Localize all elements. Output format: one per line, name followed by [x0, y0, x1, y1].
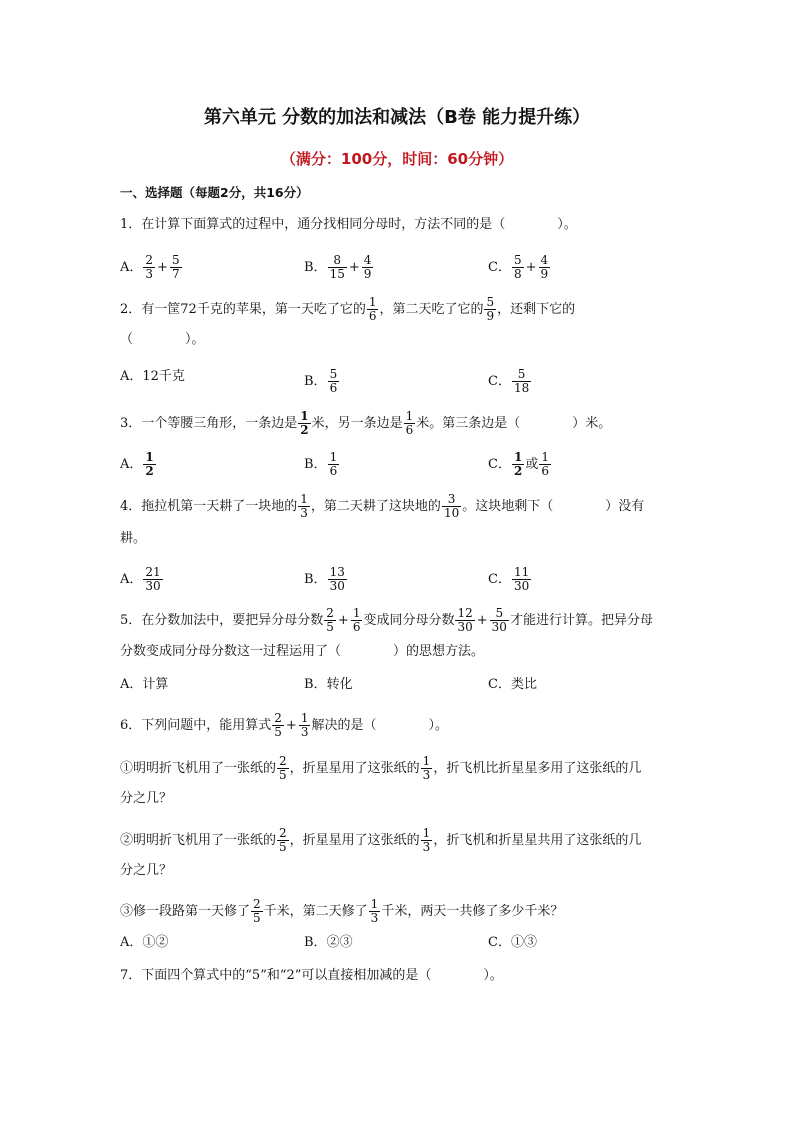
q2-option-c[interactable]	[488, 368, 532, 395]
numerator: 5	[171, 253, 180, 267]
stem-text: ，折星星用了这张纸的	[289, 761, 420, 776]
denominator: 15	[329, 267, 345, 281]
fraction	[421, 827, 433, 854]
option-label: A．	[120, 677, 143, 692]
fraction	[367, 296, 379, 323]
fraction	[351, 607, 363, 634]
numerator: 1	[513, 450, 523, 464]
option-text: 计算	[142, 677, 169, 692]
plus-sign: +	[476, 613, 488, 628]
q5-option-a[interactable]	[120, 676, 168, 694]
stem-text: ①明明折飞机用了一张纸的	[120, 761, 277, 776]
plus-sign: +	[348, 260, 360, 275]
fraction	[490, 607, 509, 634]
denominator: 3	[145, 267, 154, 281]
q3-option-a[interactable]	[120, 451, 157, 478]
stem-text: ③修一段路第一天修了	[120, 904, 251, 919]
stem-text: ，折飞机比折星星多用了这张纸的几	[433, 761, 642, 776]
question-7-stem: 7．下面四个算式中的“5”和“2”可以直接相加减的是（ ）。	[120, 968, 503, 983]
fraction	[328, 254, 347, 281]
fraction	[512, 254, 524, 281]
q1-option-b[interactable]	[304, 254, 374, 281]
option-text: ①③	[510, 935, 537, 950]
fraction	[455, 607, 474, 634]
option-label: C．	[488, 677, 511, 692]
numerator: 5	[486, 295, 495, 309]
denominator: 2	[300, 423, 309, 437]
numerator: 4	[363, 253, 372, 267]
q5-option-b[interactable]	[304, 676, 353, 694]
stem-text: ，折星星用了这张纸的	[289, 833, 420, 848]
fraction	[251, 898, 263, 925]
fraction	[299, 712, 311, 739]
denominator: 6	[352, 620, 361, 634]
denominator: 3	[370, 911, 379, 925]
stem-text: 才能进行计算。把异分母	[509, 613, 653, 628]
fraction	[324, 607, 336, 634]
q6-statement-1	[120, 755, 641, 782]
fraction	[143, 451, 155, 478]
fraction	[539, 451, 551, 478]
numerator: 5	[329, 367, 338, 381]
q6-option-c[interactable]	[488, 934, 537, 952]
fraction	[143, 254, 155, 281]
denominator: 6	[329, 381, 338, 395]
option-label: B．	[304, 457, 327, 472]
denominator: 6	[405, 423, 414, 437]
fraction	[404, 410, 416, 437]
stem-text: ，第二天吃了它的	[379, 302, 484, 317]
numerator: 2	[326, 606, 334, 620]
denominator: 9	[486, 309, 495, 323]
q2-option-b[interactable]	[304, 368, 340, 395]
option-label: A．	[120, 260, 143, 275]
denominator: 18	[513, 381, 530, 395]
stem-text: 千米，第二天修了	[263, 904, 368, 919]
fraction	[143, 566, 162, 593]
stem-text: 解决的是（ ）。	[311, 718, 448, 733]
numerator: 11	[513, 565, 530, 579]
numerator: 5	[495, 606, 504, 620]
fraction	[272, 712, 284, 739]
numerator: 1	[368, 295, 377, 309]
q6-statement-2-line2: 分之几？	[120, 863, 173, 878]
numerator: 1	[541, 450, 549, 464]
denominator: 10	[443, 506, 460, 520]
fraction	[328, 566, 347, 593]
option-label: B．	[304, 260, 327, 275]
denominator: 5	[326, 620, 334, 634]
q3-option-c[interactable]	[488, 451, 552, 478]
q3-option-b[interactable]	[304, 451, 340, 478]
option-label: A．	[120, 572, 143, 587]
question-1-stem: 1．在计算下面算式的过程中，通分找相同分母时，方法不同的是（ ）。	[120, 217, 577, 232]
option-label: B．	[304, 935, 327, 950]
fraction	[512, 368, 531, 395]
denominator: 9	[363, 267, 372, 281]
stem-text: 米。第三条边是（ ）米。	[416, 416, 612, 431]
q1-option-a[interactable]	[120, 254, 183, 281]
q4-option-b[interactable]	[304, 566, 348, 593]
denominator: 5	[279, 840, 287, 854]
option-label: C．	[488, 572, 511, 587]
fraction	[369, 898, 381, 925]
option-text: 类比	[510, 677, 537, 692]
fraction	[277, 827, 289, 854]
denominator: 2	[145, 464, 154, 478]
stem-text: 米，另一条边是	[311, 416, 403, 431]
denominator: 5	[279, 768, 287, 782]
stem-text: 千米，两天一共修了多少千米？	[381, 904, 564, 919]
denominator: 5	[253, 911, 261, 925]
fraction	[298, 410, 310, 437]
question-5-line2: 分数变成同分母分数这一过程运用了（ ）的思想方法。	[120, 644, 485, 659]
numerator: 13	[329, 565, 345, 579]
numerator: 3	[447, 492, 456, 506]
denominator: 30	[329, 579, 345, 593]
numerator: 2	[253, 897, 261, 911]
numerator: 21	[145, 565, 161, 579]
question-6-stem	[120, 712, 448, 739]
denominator: 5	[274, 725, 282, 739]
stem-text: ，折飞机和折星星共用了这张纸的几	[433, 833, 642, 848]
denominator: 8	[513, 267, 522, 281]
q6-option-a[interactable]	[120, 934, 168, 952]
numerator: 1	[352, 606, 361, 620]
numerator: 5	[513, 253, 522, 267]
option-text: ①②	[142, 935, 169, 950]
question-3-stem	[120, 410, 611, 437]
stem-text: 。这块地剩下（ ）没有	[462, 499, 645, 514]
stem-text: 4．拖拉机第一天耕了一块地的	[120, 499, 298, 514]
numerator: 1	[422, 826, 431, 840]
numerator: 1	[300, 492, 308, 506]
q6-statement-1-line2: 分之几？	[120, 791, 173, 806]
denominator: 30	[491, 620, 507, 634]
stem-text: 变成同分母分数	[363, 613, 455, 628]
stem-text: 2．有一筐72千克的苹果，第一天吃了它的	[120, 302, 366, 317]
option-label: C．	[488, 457, 511, 472]
option-label: B．	[304, 572, 327, 587]
denominator: 30	[457, 620, 473, 634]
denominator: 30	[145, 579, 161, 593]
stem-text: ②明明折飞机用了一张纸的	[120, 833, 277, 848]
option-text: 转化	[326, 677, 353, 692]
fraction	[170, 254, 182, 281]
q1-option-c[interactable]	[488, 254, 551, 281]
denominator: 3	[422, 840, 431, 854]
option-text: ②③	[326, 935, 353, 950]
q6-statement-2	[120, 827, 641, 854]
numerator: 2	[274, 711, 282, 725]
numerator: 8	[333, 253, 342, 267]
option-label: B．	[304, 677, 327, 692]
question-5-stem	[120, 607, 653, 634]
denominator: 7	[171, 267, 180, 281]
fraction	[328, 451, 340, 478]
question-2-stem	[120, 296, 575, 323]
denominator: 2	[513, 464, 523, 478]
plus-sign: +	[525, 260, 537, 275]
numerator: 2	[145, 253, 154, 267]
numerator: 1	[370, 897, 379, 911]
fraction	[512, 451, 524, 478]
numerator: 1	[405, 409, 414, 423]
denominator: 3	[300, 725, 309, 739]
denominator: 6	[541, 464, 549, 478]
denominator: 3	[300, 506, 308, 520]
numerator: 1	[300, 711, 309, 725]
option-label: C．	[488, 260, 511, 275]
fraction	[442, 493, 461, 520]
numerator: 1	[329, 450, 338, 464]
stem-text: 5．在分数加法中，要把异分母分数	[120, 613, 324, 628]
fraction	[421, 755, 433, 782]
q2-option-a[interactable]	[120, 368, 185, 386]
stem-text: 6．下列问题中，能用算式	[120, 718, 272, 733]
option-label: A．	[120, 935, 143, 950]
question-4-stem	[120, 493, 644, 520]
section-heading: 一、选择题（每题2分，共16分）	[120, 185, 309, 200]
numerator: 5	[517, 367, 526, 381]
fraction	[484, 296, 496, 323]
numerator: 1	[145, 450, 154, 464]
option-label: A．	[120, 369, 143, 384]
q6-option-b[interactable]	[304, 934, 353, 952]
denominator: 30	[513, 579, 530, 593]
numerator: 1	[422, 754, 431, 768]
option-label: C．	[488, 935, 511, 950]
fraction	[539, 254, 551, 281]
fraction	[362, 254, 374, 281]
numerator: 1	[300, 409, 309, 423]
fraction	[277, 755, 289, 782]
option-text: 12千克	[142, 369, 185, 384]
q5-option-c[interactable]	[488, 676, 537, 694]
q6-statement-3	[120, 898, 563, 925]
stem-text: ，第二天耕了这块地的	[310, 499, 441, 514]
question-2-answer-blank: （ ）。	[120, 332, 205, 347]
stem-text: ，还剩下它的	[497, 302, 576, 317]
plus-sign: +	[337, 613, 349, 628]
option-label: C．	[488, 374, 511, 389]
plus-sign: +	[285, 718, 297, 733]
denominator: 6	[368, 309, 377, 323]
denominator: 9	[540, 267, 549, 281]
numerator: 4	[540, 253, 549, 267]
numerator: 2	[279, 826, 287, 840]
q4-option-c[interactable]	[488, 566, 532, 593]
fraction	[512, 566, 531, 593]
denominator: 3	[422, 768, 431, 782]
plus-sign: +	[157, 260, 168, 275]
page-title: 第六单元 分数的加法和减法（B卷 能力提升练）	[203, 107, 591, 128]
option-label: A．	[120, 457, 143, 472]
page-subtitle: （满分：100分，时间：60分钟）	[280, 150, 514, 168]
stem-text: 3．一个等腰三角形，一条边是	[120, 416, 298, 431]
q4-option-a[interactable]	[120, 566, 164, 593]
option-text: 或	[525, 457, 539, 472]
option-label: B．	[304, 374, 327, 389]
numerator: 12	[457, 606, 473, 620]
fraction	[328, 368, 340, 395]
fraction	[298, 493, 310, 520]
question-4-line2: 耕。	[120, 531, 147, 546]
numerator: 2	[279, 754, 287, 768]
denominator: 6	[329, 464, 338, 478]
